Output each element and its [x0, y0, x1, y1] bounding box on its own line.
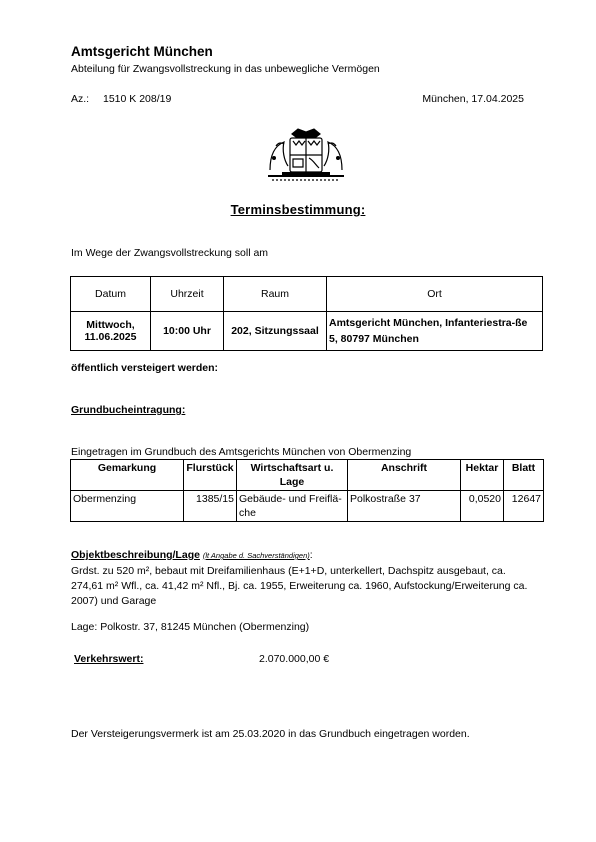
court-name: Amtsgericht München: [71, 44, 213, 59]
appointment-table: [70, 276, 543, 351]
cell-gemarkung: Obermenzing: [71, 491, 184, 522]
cell-hektar: 0,0520: [461, 491, 504, 522]
col-header-hektar: Hektar: [461, 460, 504, 491]
object-description: Grdst. zu 520 m², bebaut mit Dreifamilienhaus (E+1+D, unterkellert, Dachspitz ausgebaut, ca. 274,61 m² Wfl., ca. 41,42 m² Nfl., Bj. ca. 1955, Erweiterung ca. 1960, Aufstockung/Erweiterung ca. 2007) und Garage: [71, 565, 528, 607]
col-header-blatt: Blatt: [504, 460, 544, 491]
col-header-flurstueck: Flurstück: [184, 460, 237, 491]
col-header-raum: Raum: [224, 277, 327, 312]
object-heading-title: Objektbeschreibung/Lage: [71, 549, 200, 561]
col-header-wirtschaftsart: Wirtschaftsart u. Lage: [237, 460, 348, 491]
cell-wirtschaftsart: Gebäude- und Freiflä-che: [237, 491, 348, 522]
object-heading-source: (lt Angabe d. Sachverständigen): [202, 551, 310, 560]
market-value-label: Verkehrswert:: [74, 653, 144, 665]
land-register-table: [70, 459, 544, 522]
intro-text: Im Wege der Zwangsvollstreckung soll am: [71, 247, 269, 259]
land-register-heading: Grundbucheintragung:: [71, 404, 186, 416]
page-title: Terminsbestimmung:: [230, 202, 366, 217]
col-header-ort: Ort: [327, 277, 543, 312]
col-header-uhrzeit: Uhrzeit: [151, 277, 224, 312]
table-row: [71, 491, 544, 522]
object-heading: [71, 549, 313, 561]
bavarian-coat-of-arms-icon: [262, 126, 350, 184]
place-date: München, 17.04.2025: [422, 93, 524, 105]
market-value: 2.070.000,00 €: [259, 653, 330, 665]
col-header-gemarkung: Gemarkung: [71, 460, 184, 491]
land-register-intro: Eingetragen im Grundbuch des Amtsgerichts München von Obermenzing: [71, 446, 412, 458]
object-heading-colon: :: [309, 549, 313, 561]
col-header-datum: Datum: [71, 277, 151, 312]
cell-flurstueck: 1385/15: [184, 491, 237, 522]
department-line: Abteilung für Zwangsvollstreckung in das unbewegliche Vermögen: [71, 63, 380, 75]
az-value: 1510 K 208/19: [103, 93, 172, 105]
appointment-place: Amtsgericht München, Infanteriestra-ße 5, 80797 München: [327, 312, 543, 351]
register-note: Der Versteigerungsvermerk ist am 25.03.2020 in das Grundbuch eingetragen worden.: [71, 728, 470, 740]
col-header-anschrift: Anschrift: [348, 460, 461, 491]
auction-text: öffentlich versteigert werden:: [71, 362, 219, 374]
object-location: Lage: Polkostr. 37, 81245 München (Obermenzing): [71, 621, 310, 633]
appointment-date: Mittwoch, 11.06.2025: [71, 312, 151, 351]
az-label: Az.:: [71, 93, 90, 105]
appointment-time: 10:00 Uhr: [151, 312, 224, 351]
cell-blatt: 12647: [504, 491, 544, 522]
cell-anschrift: Polkostraße 37: [348, 491, 461, 522]
appointment-room: 202, Sitzungssaal: [224, 312, 327, 351]
